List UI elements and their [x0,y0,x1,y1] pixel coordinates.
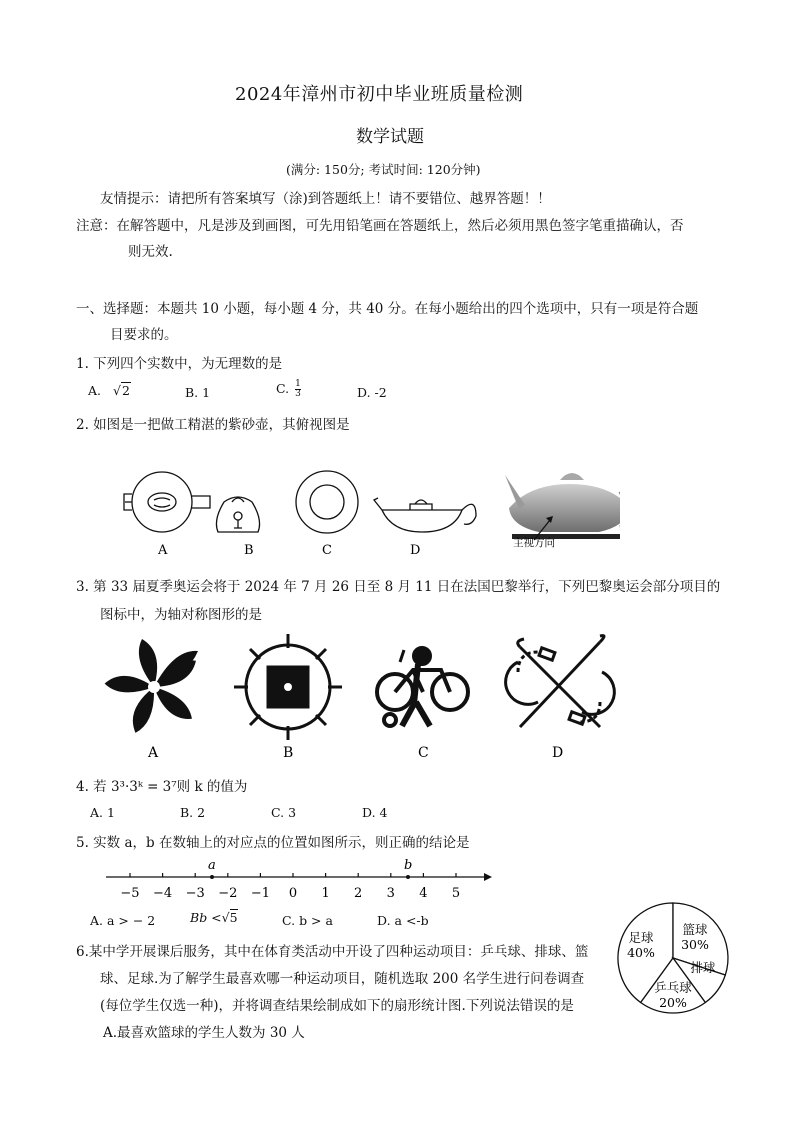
q2-label-c: C [322,543,332,558]
q5-option-b-expr: b < [199,910,222,925]
number-line-tick-label: 5 [451,886,461,901]
q5-option-b [190,910,238,925]
olympic-icons-figure [100,632,620,772]
exam-meta: (满分: 150分; 考试时间: 120分钟) [286,162,481,177]
pie-slice-name: 足球 [628,930,654,945]
q1-option-a-label: A. [88,383,102,398]
q5-option-d: D. a <-b [377,913,429,928]
q4-option-b: B. 2 [180,805,206,820]
note-line-1: 注意：在解答题中，凡是涉及到画图，可先用铅笔画在答题纸上，然后必须用黑色签字笔重描确认，否 [76,218,684,234]
number-line-tick-label: −3 [185,886,205,901]
page-subtitle: 数学试题 [356,127,424,147]
q6-line-3: (每位学生仅选一种)，并将调查结果绘制成如下的扇形统计图.下列说法错误的是 [100,998,574,1014]
q1-option-c-label: C. [276,381,290,396]
q5-option-a: A. a > − 2 [90,913,156,928]
q4-stem-prefix: 4. 若 [76,779,111,795]
number-line-tick-label: 4 [419,886,428,901]
point-b-label: b [404,858,413,873]
q1-fraction-den: 3 [295,389,301,399]
q2-label-b: B [244,543,254,558]
number-line-tick-label: −4 [153,886,173,901]
number-line-tick-label: 1 [321,886,330,901]
number-line-figure [100,855,495,905]
pie-slice-label: 30% [681,937,709,952]
number-line-tick-label: 3 [386,886,395,901]
q3-line-1: 3. 第 33 届夏季奥运会将于 2024 年 7 月 26 日至 8 月 11 日在法国巴黎举行，下列巴黎奥运会部分项目的 [76,579,721,595]
q2-photo-caption: 主视方向 [513,537,555,549]
q1-option-a-value: 2 [121,383,130,398]
teapot-top-view-a-icon [124,472,210,532]
q3-label-b: B [283,745,294,761]
cyclist-icon [377,648,468,726]
q1-fraction [295,380,301,399]
q1-fraction-num: 1 [295,379,301,389]
q2-stem: 2. 如图是一把做工精湛的紫砂壶，其俯视图是 [76,417,350,433]
number-line-tick-label: −5 [120,886,140,901]
q2-label-d: D [410,543,421,558]
q4-option-c: C. 3 [271,805,297,820]
q6-option-a: A.最喜欢篮球的学生人数为 30 人 [103,1025,305,1041]
number-line-tick-label: −2 [218,886,238,901]
q4-expression: 3³·3ᵏ = 3⁷ [110,779,177,795]
q5-stem: 5. 实数 a，b 在数轴上的对应点的位置如图所示，则正确的结论是 [76,835,470,851]
point-a-dot [210,875,214,879]
target-square-icon [234,634,342,740]
pie-slice-label: 20% [659,995,687,1010]
q2-label-a: A [158,543,168,558]
section-heading-line-2: 目要求的。 [110,327,178,343]
q4-option-a: A. 1 [90,805,115,820]
page-title: 2024年漳州市初中毕业班质量检测 [235,84,524,105]
q3-label-c: C [418,745,429,761]
q1-option-c [276,380,301,399]
q3-line-2: 图标中，为轴对称图形的是 [100,607,262,623]
q1-option-a [88,383,131,398]
note-line-2: 则无效. [128,244,173,260]
number-line-tick-label: 2 [354,886,363,901]
q6-line-2: 球、足球.为了解学生最喜欢哪一种运动项目，随机选取 200 名学生进行问卷调查 [100,971,585,987]
sqrt-sign-icon: √ [221,910,230,925]
pie-slice-name: 排球 [690,960,716,975]
q4-option-d: D. 4 [362,805,388,820]
number-line-tick-label: −1 [250,886,270,901]
q1-option-b: B. 1 [185,385,211,400]
q1-option-d: D. -2 [357,385,387,400]
friendly-tip: 友情提示：请把所有答案填写（涂)到答题纸上！请不要错位、越界答题！！ [100,191,551,207]
hockey-sticks-icon [506,636,615,727]
point-a-label: a [208,858,216,873]
teapot-front-view-d-icon [374,498,476,532]
pie-slice-label: 40% [627,945,655,960]
section-heading-line-1: 一、选择题：本题共 10 小题，每小题 4 分，共 40 分。在每小题给出的四个选项中，只有一项是符合题 [76,301,699,317]
sqrt-sign-icon: √ [113,383,121,398]
teapot-views-figure [110,450,620,560]
q5-option-c: C. b > a [282,913,333,928]
q3-label-d: D [552,745,564,761]
q5-option-b-prefix: B [190,910,200,925]
q4-stem-suffix: 则 k 的值为 [176,779,248,795]
pinwheel-icon [104,639,201,735]
concentric-circles-c-icon [296,471,358,533]
q4-stem [76,775,247,795]
pie-slice-name: 篮球 [682,922,708,937]
sports-pie-chart [613,900,733,1018]
q1-stem: 1. 下列四个实数中，为无理数的是 [76,356,283,372]
q5-option-b-root: 5 [229,910,238,925]
teapot-side-view-b-icon [216,497,259,532]
point-b-dot [406,875,410,879]
q3-label-a: A [148,745,159,761]
teapot-photo-icon [505,473,620,540]
pie-slice-name: 乒乓球 [654,980,692,995]
arrow-right-icon [484,873,492,881]
number-line-tick-label: 0 [288,886,298,901]
q6-line-1: 6.某中学开展课后服务，其中在体育类活动中开设了四种运动项目：乒乓球、排球、篮 [76,944,589,960]
